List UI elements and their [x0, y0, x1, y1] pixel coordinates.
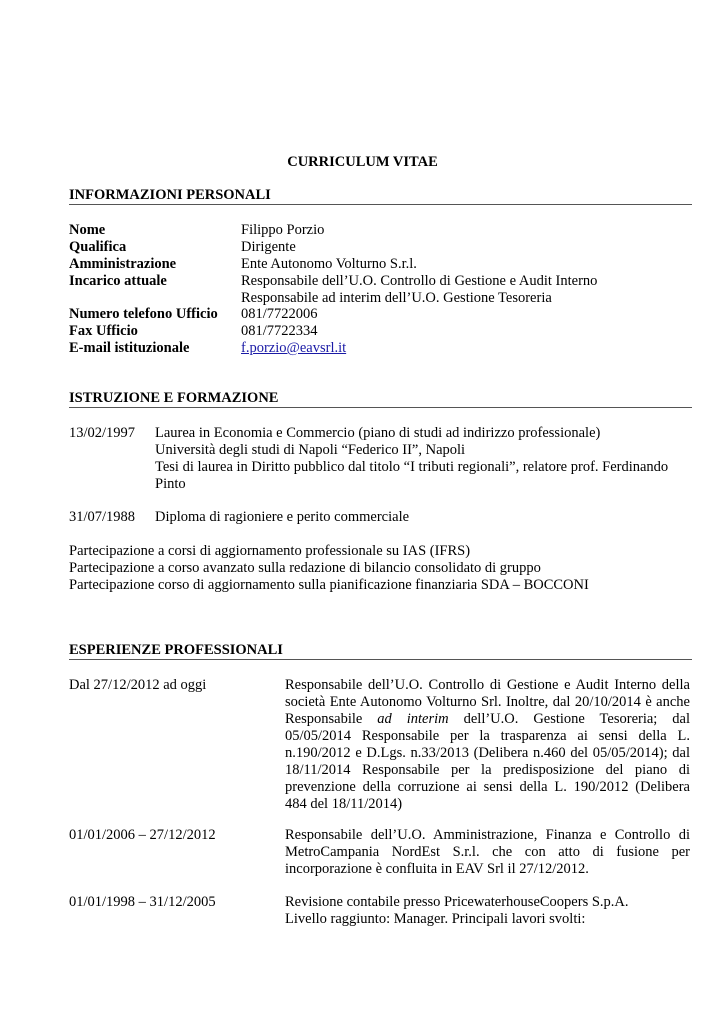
label-email: E-mail istituzionale	[69, 340, 190, 356]
education-entry	[155, 425, 695, 493]
education-line: Tesi di laurea in Diritto pubblico dal titolo “I tributi regionali”, relatore prof. Ferdinando Pinto	[155, 459, 669, 492]
document-title: CURRICULUM VITAE	[287, 154, 438, 170]
course-item: Partecipazione corso di aggiornamento sulla pianificazione finanziaria SDA – BOCCONI	[69, 577, 589, 593]
value-fax: 081/7722334	[241, 323, 318, 339]
education-line: Laurea in Economia e Commercio (piano di studi ad indirizzo professionale)	[155, 425, 601, 441]
section-heading-personal: INFORMAZIONI PERSONALI	[69, 187, 271, 203]
section-divider	[69, 407, 692, 408]
section-heading-education: ISTRUZIONE E FORMAZIONE	[69, 390, 279, 406]
label-amministrazione: Amministrazione	[69, 256, 177, 272]
experience-description: Responsabile dell’U.O. Amministrazione, Finanza e Controllo di MetroCampania NordEst S.r.l. che con atto di fusione per incorporazione è confluita in EAV Srl il 27/12/2012.	[285, 827, 690, 877]
experience-date: 01/01/2006 – 27/12/2012	[69, 827, 216, 843]
label-fax: Fax Ufficio	[69, 323, 138, 339]
course-item: Partecipazione a corsi di aggiornamento professionale su IAS (IFRS)	[69, 543, 471, 559]
education-date: 13/02/1997	[69, 425, 136, 441]
label-nome: Nome	[69, 222, 106, 238]
section-divider	[69, 659, 692, 660]
education-date: 31/07/1988	[69, 509, 136, 525]
email-row	[241, 340, 701, 357]
experience-description	[285, 894, 690, 928]
value-nome: Filippo Porzio	[241, 222, 325, 238]
label-telefono: Numero telefono Ufficio	[69, 306, 218, 322]
experience-text: Responsabile dell’U.O. Controllo di Gestione e Audit Interno della società Ente Autonomo Volturno Srl. Inoltre, dal 20/10/2014 è anche Responsabile	[285, 677, 690, 727]
experience-date: 01/01/1998 – 31/12/2005	[69, 894, 216, 910]
value-incarico-1: Responsabile dell’U.O. Controllo di Gestione e Audit Interno	[241, 273, 598, 289]
course-item: Partecipazione a corso avanzato sulla redazione di bilancio consolidato di gruppo	[69, 560, 541, 576]
experience-text: dell’U.O. Gestione Tesoreria; dal 05/05/2014 Responsabile per la trasparenza ai sensi della L. n.190/2012 e D.Lgs. n.33/2013 (Delibera n.460 del 05/05/2014); dal 18/11/2014 Responsabile per la predisposizione del piano di prevenzione della corruzione ai sensi della L. 190/2012 (Delibera 484 del 18/11/2014)	[285, 711, 690, 812]
experience-text-emphasis: ad interim	[377, 711, 449, 727]
value-incarico-2: Responsabile ad interim dell’U.O. Gestione Tesoreria	[241, 290, 552, 306]
experience-date: Dal 27/12/2012 ad oggi	[69, 677, 207, 693]
label-incarico: Incarico attuale	[69, 273, 167, 289]
section-heading-experience: ESPERIENZE PROFESSIONALI	[69, 642, 283, 658]
section-divider	[69, 204, 692, 205]
value-qualifica: Dirigente	[241, 239, 296, 255]
email-link[interactable]: f.porzio@eavsrl.it	[241, 340, 347, 356]
value-telefono: 081/7722006	[241, 306, 318, 322]
experience-line: Revisione contabile presso PricewaterhouseCoopers S.p.A.	[285, 894, 629, 910]
value-amministrazione: Ente Autonomo Volturno S.r.l.	[241, 256, 417, 272]
label-qualifica: Qualifica	[69, 239, 127, 255]
experience-line: Livello raggiunto: Manager. Principali lavori svolti:	[285, 911, 586, 927]
course-list	[69, 543, 709, 594]
education-line: Università degli studi di Napoli “Federico II”, Napoli	[155, 442, 466, 458]
education-line: Diploma di ragioniere e perito commerciale	[155, 509, 410, 525]
experience-description	[285, 677, 690, 813]
education-entry	[155, 509, 695, 526]
